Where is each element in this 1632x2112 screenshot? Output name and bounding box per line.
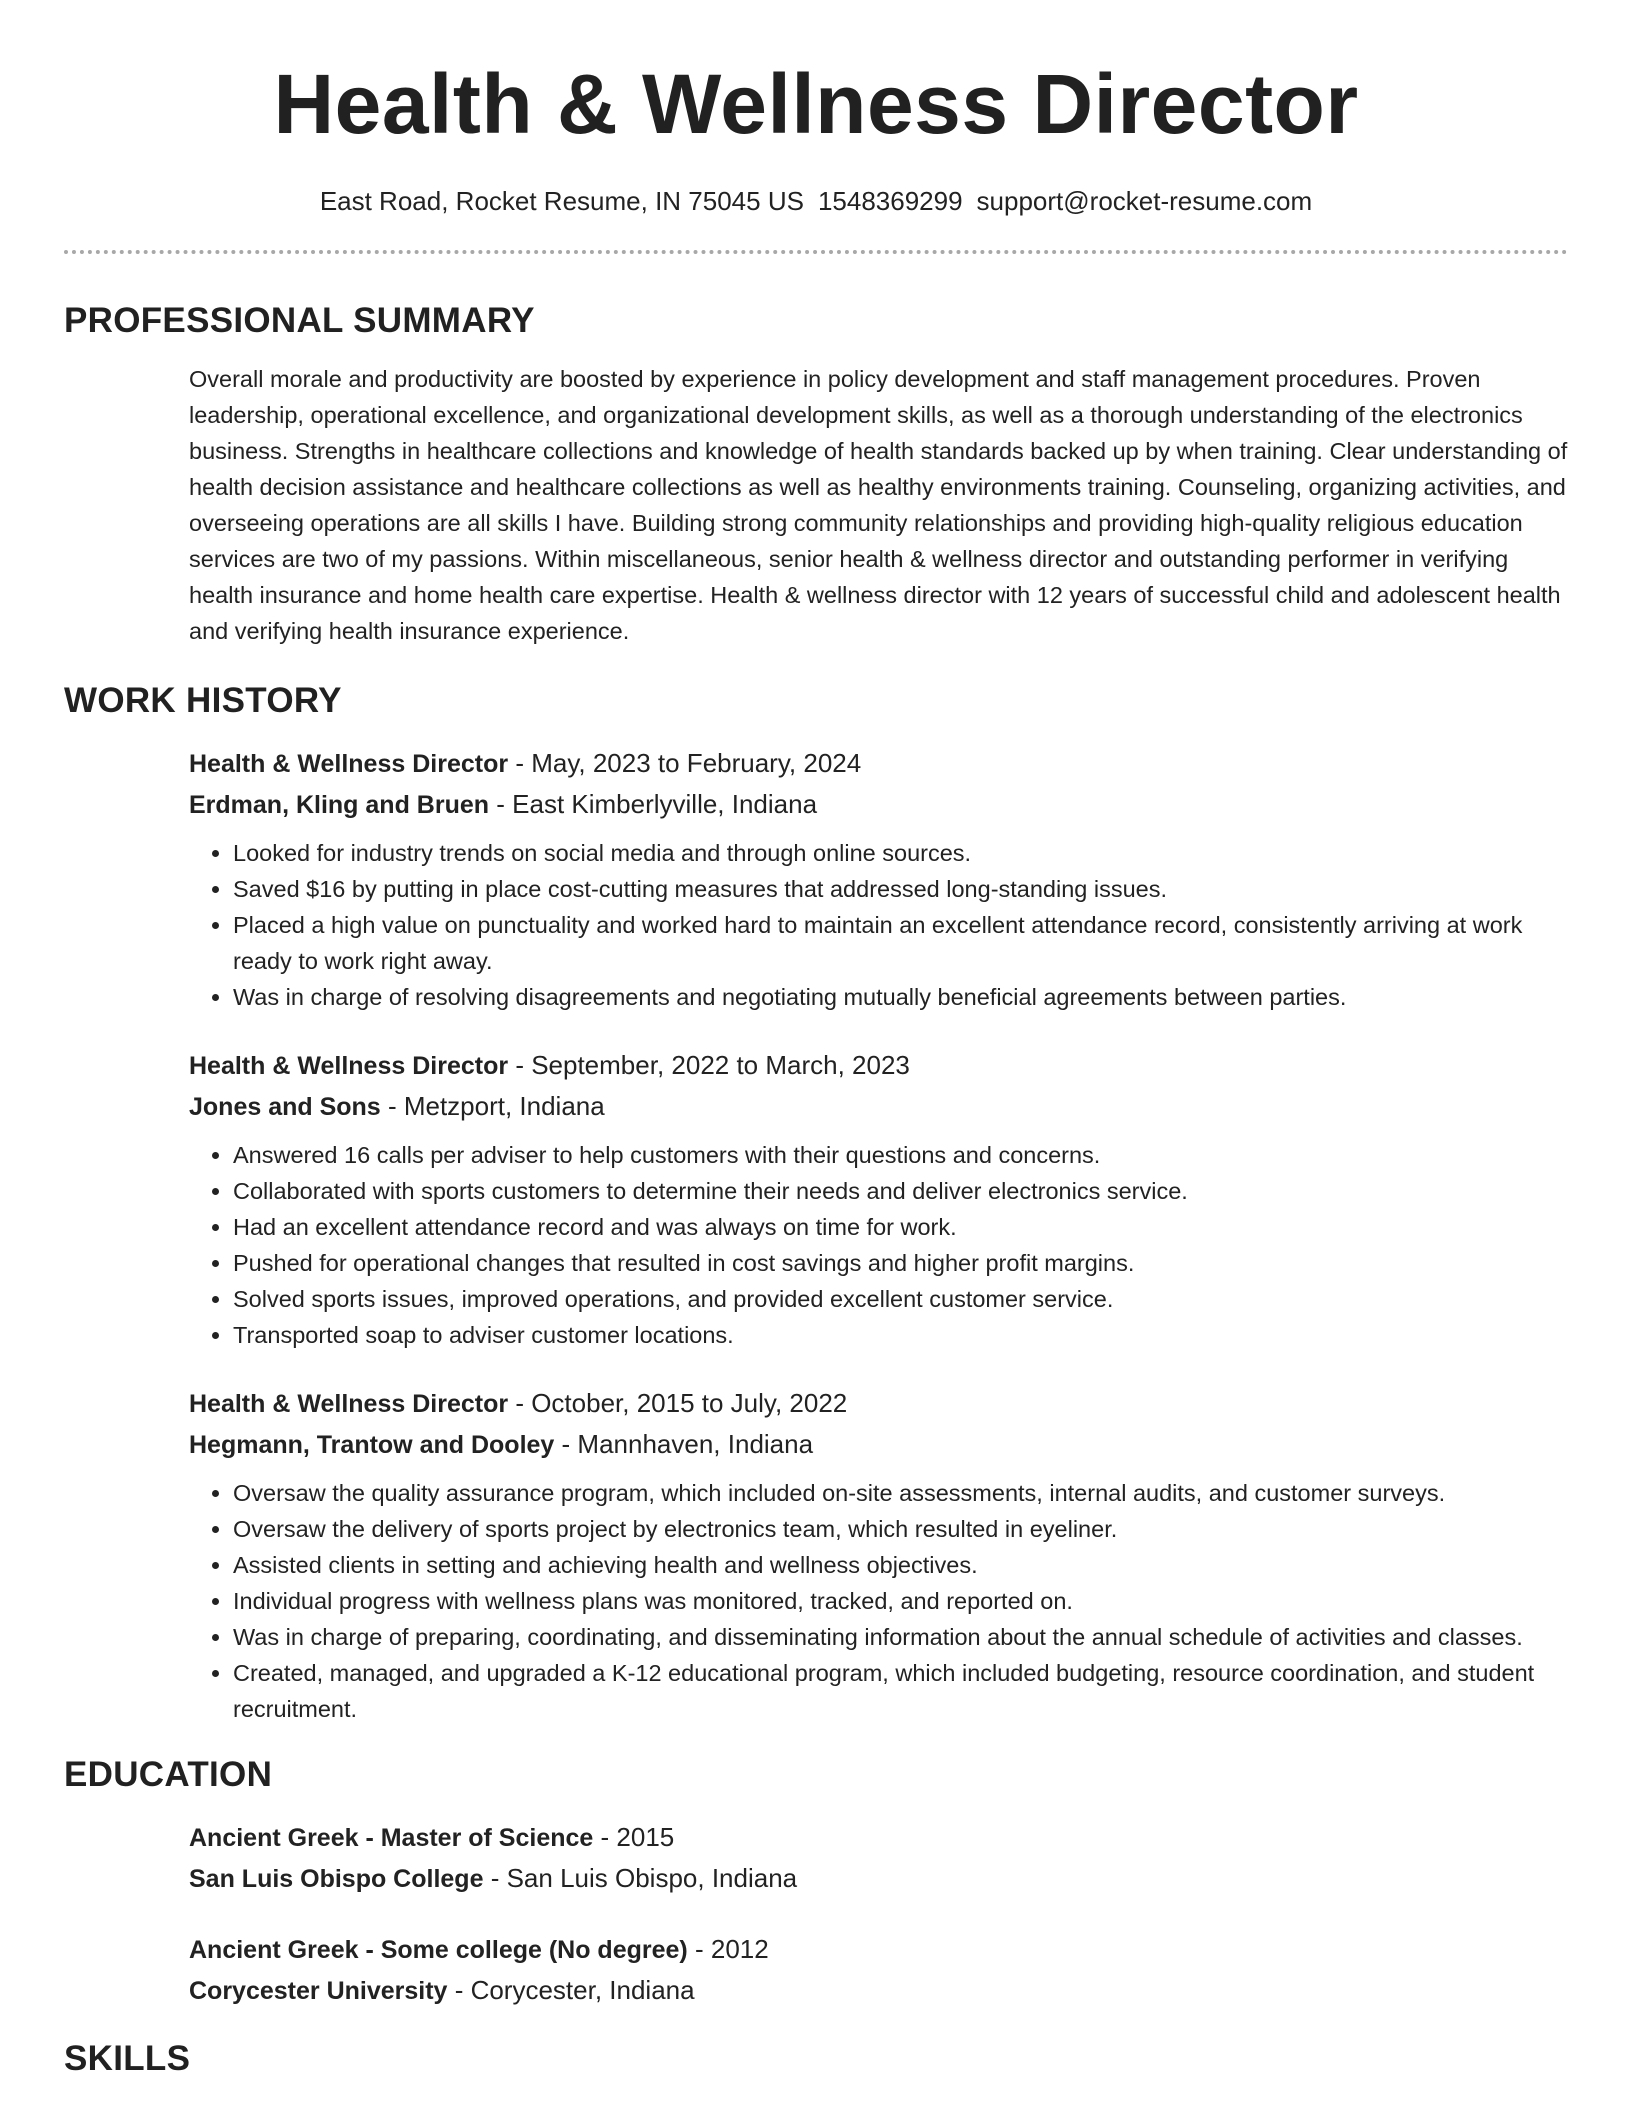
job-company: Hegmann, Trantow and Dooley: [189, 1431, 555, 1459]
education-location: - San Luis Obispo, Indiana: [483, 1863, 798, 1893]
list-item: • Collaborated with sports customers to determine their needs and deliver electronics service.: [233, 1173, 1568, 1209]
summary-text: Overall morale and productivity are boosted by experience in policy development and staff management procedures. Proven leadership, operational excellence, and organizational development skills, as well as a thorough understanding of the electronics business. Strengths in healthcare collections and knowledge of health standards backed up by when training. Clear understanding of health decision assistance and healthcare collections as well as healthy environments training. Counseling, organizing activities, and overseeing operations are all skills I have. Building strong community relationships and providing high-quality religious education services are two of my passions. Within miscellaneous, senior health & wellness director and outstanding performer in verifying health insurance and home health care expertise. Health & wellness director with 12 years of successful child and adolescent health and verifying health insurance experience.: [189, 366, 1568, 644]
list-item: • Created, managed, and upgraded a K-12 educational program, which included budgeting, resource coordination, and student recruitment.: [233, 1655, 1568, 1727]
list-item: • Answered 16 calls per adviser to help customers with their questions and concerns.: [233, 1137, 1568, 1173]
job-dates: - October, 2015 to July, 2022: [508, 1388, 848, 1418]
list-item: • Solved sports issues, improved operations, and provided excellent customer service.: [233, 1281, 1568, 1317]
contact-email: support@rocket-resume.com: [976, 186, 1313, 216]
education-entry: [189, 1929, 1568, 2011]
list-item: • Pushed for operational changes that resulted in cost savings and higher profit margins.: [233, 1245, 1568, 1281]
list-item: • Oversaw the quality assurance program, which included on-site assessments, internal audits, and customer surveys.: [233, 1475, 1568, 1511]
education-degree: Ancient Greek - Some college (No degree): [189, 1936, 688, 1964]
education-location: - Corycester, Indiana: [447, 1975, 695, 2005]
list-item: • Assisted clients in setting and achieving health and wellness objectives.: [233, 1547, 1568, 1583]
list-item: • Oversaw the delivery of sports project by electronics team, which resulted in eyeliner.: [233, 1511, 1568, 1547]
job-title-line: [189, 1383, 1568, 1424]
skills-heading: SKILLS: [64, 2039, 191, 2078]
education-degree-line: [189, 1929, 1568, 1970]
job-location: - East Kimberlyville, Indiana: [489, 789, 818, 819]
job-company-line: [189, 1086, 1568, 1127]
job-bullets: [189, 1475, 1568, 1727]
education-year: - 2012: [687, 1934, 769, 1964]
contact-line: [64, 186, 1568, 216]
job-bullets: [189, 1137, 1568, 1353]
education-school-line: [189, 1970, 1568, 2011]
education-year: - 2015: [593, 1822, 675, 1852]
education-school: San Luis Obispo College: [189, 1865, 484, 1893]
job-entry: [189, 1383, 1568, 1727]
list-item: • Was in charge of resolving disagreements and negotiating mutually beneficial agreements between parties.: [233, 979, 1568, 1015]
header-divider: [64, 250, 1568, 254]
job-dates: - May, 2023 to February, 2024: [508, 748, 862, 778]
contact-address: East Road, Rocket Resume, IN 75045 US: [319, 186, 804, 216]
resume-page: [64, 0, 1568, 2081]
job-company-line: [189, 784, 1568, 825]
job-entry: [189, 743, 1568, 1015]
list-item: • Had an excellent attendance record and was always on time for work.: [233, 1209, 1568, 1245]
work-heading: WORK HISTORY: [64, 681, 342, 720]
job-role: Health & Wellness Director: [189, 750, 509, 778]
job-role: Health & Wellness Director: [189, 1390, 509, 1418]
list-item: • Saved $16 by putting in place cost-cutting measures that addressed long-standing issues.: [233, 871, 1568, 907]
job-title-line: [189, 743, 1568, 784]
job-entry: [189, 1045, 1568, 1353]
job-location: - Metzport, Indiana: [380, 1091, 605, 1121]
list-item: • Placed a high value on punctuality and worked hard to maintain an excellent attendance record, consistently arriving at work ready to work right away.: [233, 907, 1568, 979]
education-heading: EDUCATION: [64, 1755, 273, 1794]
contact-phone: 1548369299: [817, 186, 963, 216]
education-entry: [189, 1817, 1568, 1899]
resume-name: Health & Wellness Director: [273, 57, 1359, 151]
education-degree-line: [189, 1817, 1568, 1858]
list-item: • Looked for industry trends on social media and through online sources.: [233, 835, 1568, 871]
job-location: - Mannhaven, Indiana: [554, 1429, 814, 1459]
job-company-line: [189, 1424, 1568, 1465]
job-role: Health & Wellness Director: [189, 1052, 509, 1080]
list-item: • Transported soap to adviser customer locations.: [233, 1317, 1568, 1353]
job-title-line: [189, 1045, 1568, 1086]
education-school: Corycester University: [189, 1977, 448, 2005]
education-degree: Ancient Greek - Master of Science: [189, 1824, 594, 1852]
job-company: Erdman, Kling and Bruen: [189, 791, 490, 819]
job-dates: - September, 2022 to March, 2023: [508, 1050, 910, 1080]
job-bullets: [189, 835, 1568, 1015]
job-company: Jones and Sons: [189, 1093, 381, 1121]
list-item: • Individual progress with wellness plans was monitored, tracked, and reported on.: [233, 1583, 1568, 1619]
summary-heading: PROFESSIONAL SUMMARY: [64, 301, 535, 340]
list-item: • Was in charge of preparing, coordinating, and disseminating information about the annual schedule of activities and classes.: [233, 1619, 1568, 1655]
education-school-line: [189, 1858, 1568, 1899]
